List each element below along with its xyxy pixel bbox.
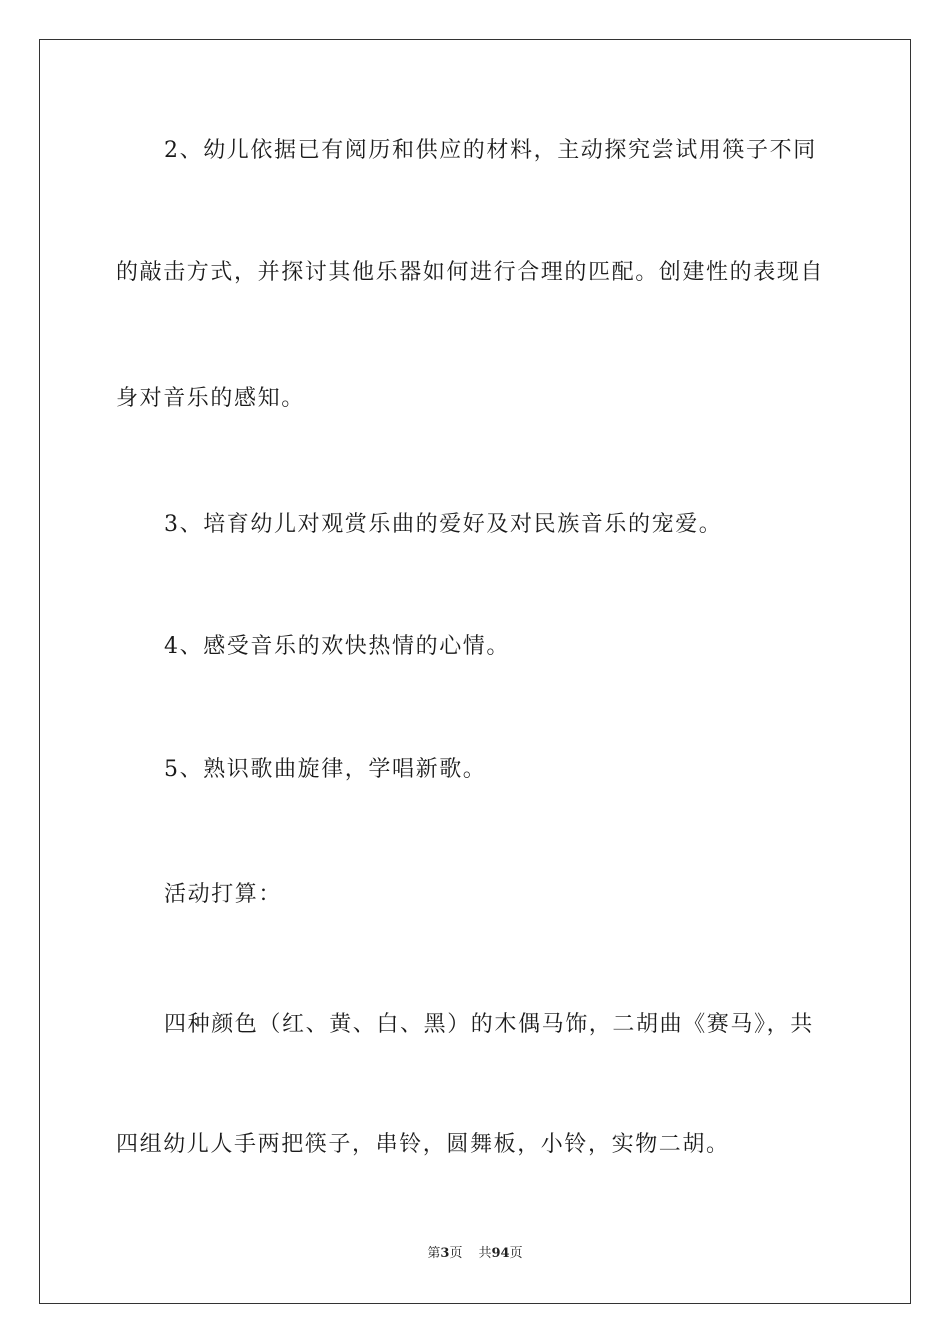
page-prefix: 第 [427,1246,441,1261]
page-suffix: 页 [449,1246,463,1261]
paragraph-line-8: 四种颜色（红、黄、白、黑）的木偶马饰，二胡曲《赛马》，共 [164,1012,814,1037]
total-suffix: 页 [509,1246,523,1261]
page-border [39,39,911,1304]
paragraph-line-9: 四组幼儿人手两把筷子，串铃，圆舞板，小铃，实物二胡。 [116,1132,730,1157]
section-heading: 活动打算： [164,882,283,907]
page-number: 3 [440,1246,450,1261]
total-pages: 94 [491,1246,510,1261]
total-prefix: 共 [478,1246,492,1261]
page-footer [0,1245,950,1263]
paragraph-line-4: 3、培育幼儿对观赏乐曲的爱好及对民族音乐的宠爱。 [164,512,723,537]
paragraph-line-3: 身对音乐的感知。 [116,386,305,411]
paragraph-line-2: 的敲击方式，并探讨其他乐器如何进行合理的匹配。创建性的表现自 [116,260,825,285]
paragraph-line-6: 5、熟识歌曲旋律，学唱新歌。 [164,757,487,782]
paragraph-line-5: 4、感受音乐的欢快热情的心情。 [164,634,510,659]
paragraph-line-1: 2、幼儿依据已有阅历和供应的材料，主动探究尝试用筷子不同 [164,138,817,163]
